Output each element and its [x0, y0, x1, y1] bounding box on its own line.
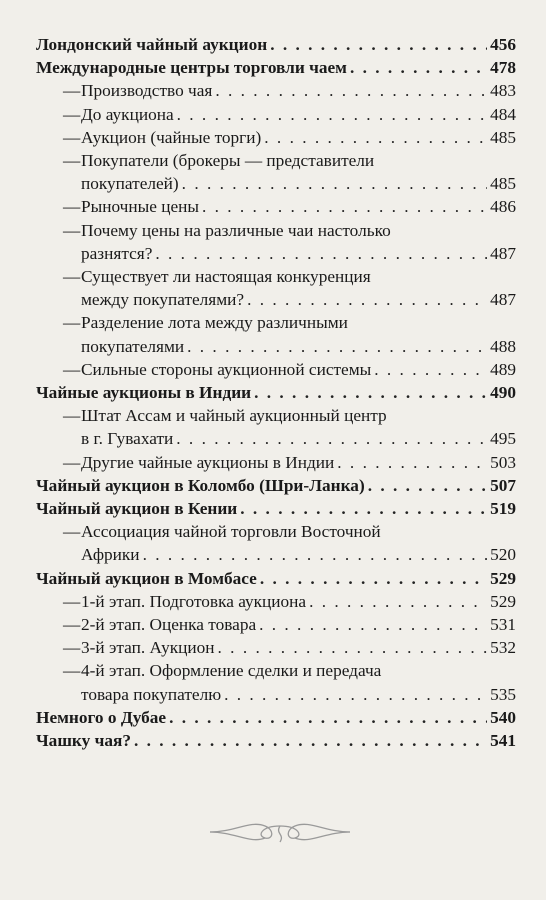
- dot-leader: [337, 451, 487, 474]
- toc-section: [36, 126, 516, 149]
- dot-leader: [215, 79, 487, 102]
- toc-title: покупателями: [81, 336, 185, 356]
- page-number: 520: [490, 545, 516, 565]
- toc-title: До аукциона: [81, 104, 174, 124]
- page-number: 507: [490, 475, 516, 495]
- toc-section: [36, 103, 516, 126]
- toc-section: [36, 265, 516, 311]
- dash-marker: —: [63, 615, 81, 635]
- dash-marker: —: [63, 591, 81, 611]
- dot-leader: [368, 474, 487, 497]
- page-number: 495: [490, 429, 516, 449]
- toc-title: Производство чая: [81, 81, 213, 101]
- toc-title: товара покупателю: [81, 684, 222, 704]
- dot-leader: [177, 103, 487, 126]
- dot-leader: [350, 56, 487, 79]
- page-number: 529: [490, 568, 516, 588]
- toc-title: Чашку чая?: [36, 731, 131, 751]
- dash-marker: —: [63, 522, 81, 542]
- toc-section: [36, 149, 516, 195]
- toc-title: Аукцион (чайные торги): [81, 127, 262, 147]
- dot-leader: [176, 427, 487, 450]
- toc-chapter: [36, 729, 516, 752]
- dot-leader: [309, 590, 487, 613]
- toc-section: [36, 451, 516, 474]
- toc-section: [36, 195, 516, 218]
- toc-section: [36, 659, 516, 705]
- page-number: 487: [490, 290, 516, 310]
- toc-title: Другие чайные аукционы в Индии: [81, 452, 335, 472]
- page-number: 487: [490, 243, 516, 263]
- toc-title: Сильные стороны аукционной системы: [81, 359, 372, 379]
- dot-leader: [169, 706, 487, 729]
- page-number: 540: [490, 707, 516, 727]
- page-number: 478: [490, 58, 516, 78]
- dash-marker: —: [63, 313, 81, 333]
- toc-section: [36, 219, 516, 265]
- page-number: 483: [490, 81, 516, 101]
- toc-title: между покупателями?: [81, 290, 245, 310]
- dot-leader: [259, 613, 487, 636]
- dot-leader: [224, 683, 487, 706]
- toc-chapter: [36, 56, 516, 79]
- dot-leader: [254, 381, 487, 404]
- toc-title: Чайный аукцион в Коломбо (Шри-Ланка): [36, 475, 365, 495]
- page-number: 532: [490, 638, 516, 658]
- page-number: 456: [490, 35, 516, 54]
- toc-section: [36, 613, 516, 636]
- dash-marker: —: [63, 220, 81, 240]
- dash-marker: —: [63, 359, 81, 379]
- dot-leader: [182, 172, 487, 195]
- page-number: 535: [490, 684, 516, 704]
- toc-title: Международные центры торговли чаем: [36, 58, 347, 78]
- toc-title: Чайные аукционы в Индии: [36, 383, 252, 403]
- dot-leader: [134, 729, 487, 752]
- page-number: 486: [490, 197, 516, 217]
- toc-section: [36, 636, 516, 659]
- page-number: 484: [490, 104, 516, 124]
- dash-marker: —: [63, 638, 81, 658]
- toc-title: в г. Гувахати: [81, 429, 174, 449]
- toc-section: [36, 520, 516, 566]
- page-number: 541: [490, 731, 516, 751]
- page-number: 531: [490, 615, 516, 635]
- dot-leader: [143, 543, 488, 566]
- dot-leader: [240, 497, 487, 520]
- toc-title: Африки: [81, 545, 140, 565]
- dash-marker: —: [63, 267, 81, 287]
- toc-chapter: [36, 33, 516, 56]
- toc-title: 2-й этап. Оценка товара: [81, 615, 257, 635]
- toc-chapter: [36, 706, 516, 729]
- toc-title-line: Почему цены на различные чаи настолько: [81, 220, 391, 240]
- dot-leader: [187, 335, 487, 358]
- toc-title-line: Существует ли настоящая конкуренция: [81, 267, 371, 287]
- toc-section: [36, 311, 516, 357]
- toc-title-line: Ассоциация чайной торговли Восточной: [81, 522, 381, 542]
- toc-title-line: 4-й этап. Оформление сделки и передача: [81, 661, 382, 681]
- page-number: 503: [490, 452, 516, 472]
- toc-title: покупателей): [81, 174, 179, 194]
- toc-chapter: [36, 474, 516, 497]
- dot-leader: [374, 358, 487, 381]
- toc-section: [36, 79, 516, 102]
- dot-leader: [155, 242, 487, 265]
- dot-leader: [260, 567, 487, 590]
- dot-leader: [247, 288, 487, 311]
- dash-marker: —: [63, 197, 81, 217]
- dash-marker: —: [63, 104, 81, 124]
- toc-title: разнятся?: [81, 243, 153, 263]
- dash-marker: —: [63, 661, 81, 681]
- toc-title: Чайный аукцион в Кении: [36, 499, 238, 519]
- dot-leader: [264, 126, 487, 149]
- toc-title: Рыночные цены: [81, 197, 199, 217]
- dot-leader: [270, 33, 487, 56]
- page-number: 485: [490, 174, 516, 194]
- toc-title: Чайный аукцион в Момбасе: [36, 568, 257, 588]
- toc-title-line: Штат Ассам и чайный аукционный центр: [81, 406, 387, 426]
- toc-title: Лондонский чайный аукцион: [36, 35, 268, 54]
- decorative-flourish-icon: [205, 812, 355, 852]
- dot-leader: [218, 636, 488, 659]
- page-number: 490: [490, 383, 516, 403]
- table-of-contents: [36, 33, 516, 752]
- toc-title-line: Разделение лота между различными: [81, 313, 348, 333]
- toc-title: 1-й этап. Подготовка аукциона: [81, 591, 307, 611]
- page-number: 489: [490, 359, 516, 379]
- toc-title: 3-й этап. Аукцион: [81, 638, 215, 658]
- toc-title-line: Покупатели (брокеры — представители: [81, 151, 375, 171]
- page-number: 519: [490, 499, 516, 519]
- dash-marker: —: [63, 151, 81, 171]
- page-number: 529: [490, 591, 516, 611]
- dot-leader: [202, 195, 487, 218]
- toc-chapter: [36, 381, 516, 404]
- toc-chapter: [36, 567, 516, 590]
- toc-section: [36, 590, 516, 613]
- page-number: 485: [490, 127, 516, 147]
- toc-chapter: [36, 497, 516, 520]
- dash-marker: —: [63, 127, 81, 147]
- toc-section: [36, 404, 516, 450]
- dash-marker: —: [63, 81, 81, 101]
- dash-marker: —: [63, 406, 81, 426]
- toc-section: [36, 358, 516, 381]
- dash-marker: —: [63, 452, 81, 472]
- toc-title: Немного о Дубае: [36, 707, 167, 727]
- page-number: 488: [490, 336, 516, 356]
